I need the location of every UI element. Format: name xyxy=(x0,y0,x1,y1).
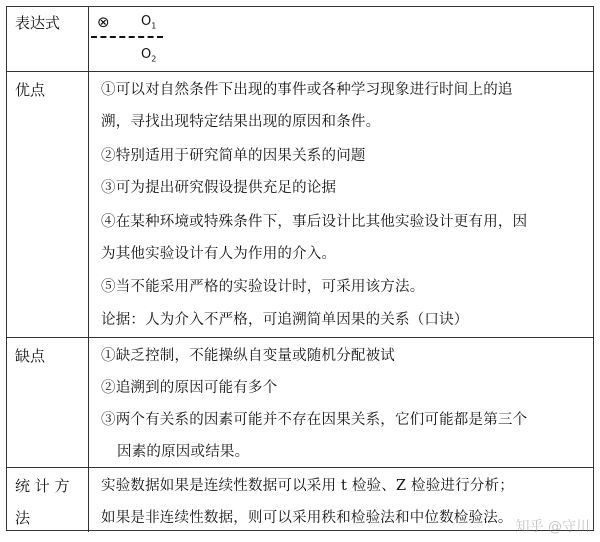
row-advantages xyxy=(7,71,593,337)
advantage-line: ④在某种环境或特殊条件下，事后设计比其他实验设计更有用，因 xyxy=(101,214,528,230)
cell-label xyxy=(7,468,89,532)
cell-label xyxy=(7,72,89,337)
statistics-line: 如果是非连续性数据，则可以采用秩和检验法和中位数检验法。 xyxy=(101,510,513,526)
advantage-line: ⑤当不能采用严格的实验设计时，可采用该方法。 xyxy=(101,279,425,295)
watermark: 知乎 @守川 xyxy=(515,519,590,535)
cell-content xyxy=(89,72,593,337)
disadvantage-line: ①缺乏控制，不能操纵自变量或随机分配被试 xyxy=(101,348,395,364)
row-statistics xyxy=(7,467,593,532)
advantage-line: ③可为提出研究假设提供充足的论据 xyxy=(101,180,337,196)
disadvantage-line: ③两个有关系的因素可能并不存在因果关系，它们可能都是第三个 xyxy=(101,412,528,428)
dashed-divider xyxy=(91,36,163,38)
row-expression xyxy=(7,7,593,71)
disadvantage-line: ②追溯到的原因可能有多个 xyxy=(101,380,278,396)
comparison-table xyxy=(6,6,594,531)
observation-2: $O_2$ xyxy=(141,47,157,64)
advantage-line: 为其他实验设计有人为作用的介入。 xyxy=(101,246,337,262)
label-statistics-line2: 法 xyxy=(15,509,31,527)
advantage-line: ②特别适用于研究简单的因果关系的问题 xyxy=(101,148,366,164)
otimes-symbol: ⊗ xyxy=(97,13,110,31)
cell-label xyxy=(7,338,89,467)
cell-label xyxy=(7,7,89,71)
advantage-line: 溯，寻找出现特定结果出现的原因和条件。 xyxy=(101,114,381,130)
advantage-line: 论据：人为介入不严格，可追溯简单因果的关系（口诀） xyxy=(101,312,469,328)
label-statistics-line1: 统 计 方 xyxy=(15,477,70,495)
advantage-line: ①可以对自然条件下出现的事件或各种学习现象进行时间上的追 xyxy=(101,82,513,98)
label-expression: 表达式 xyxy=(15,14,61,32)
observation-1: $O_1$ xyxy=(141,14,157,31)
disadvantage-line: 因素的原因或结果。 xyxy=(117,444,250,460)
cell-content xyxy=(89,7,593,71)
row-disadvantages xyxy=(7,337,593,467)
label-advantages: 优点 xyxy=(15,81,46,99)
label-disadvantages: 缺点 xyxy=(15,347,46,365)
statistics-line: 实验数据如果是连续性数据可以采用 t 检验、Z 检验进行分析； xyxy=(101,478,514,494)
cell-content xyxy=(89,338,593,467)
